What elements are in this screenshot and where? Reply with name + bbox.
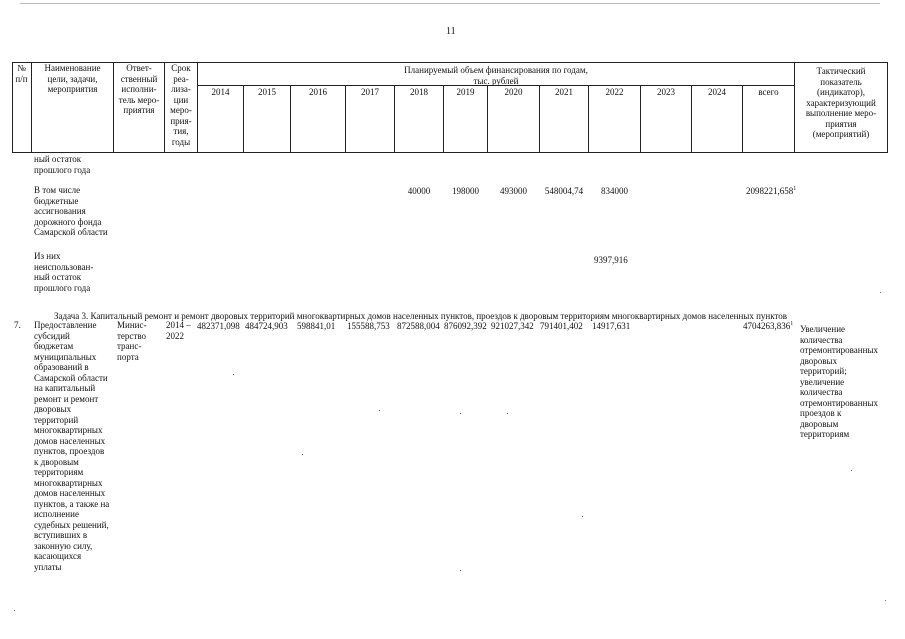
header-term: Срок реа- лиза- ции меро- прия- тия, годы — [170, 63, 192, 147]
dorfond-total: 2098221,658$^1$ — [746, 186, 797, 196]
header-name: Наименование цели, задачи, мероприятия — [44, 63, 101, 94]
header-plan-title: Планируемый объем финансирования по годам, тыс. рублей — [404, 65, 588, 86]
item7-2014: 482371,098 — [197, 321, 240, 331]
item7-2016: 598841,01 — [297, 321, 336, 331]
item7-indicator: Увеличение количества отремонтированных дворовых территорий; увеличение количества отремонтированных проездов к дворовым территориям — [800, 324, 878, 439]
item7-total: 4704263,836$^1$ — [743, 321, 794, 331]
item7-2017: 155588,753 — [347, 321, 390, 331]
dorfond-2019: 198000 — [452, 186, 479, 196]
item7-2019: 876092,392 — [444, 321, 487, 331]
year-2015: 2015 — [258, 87, 276, 97]
item7-2022: 14917,631 — [592, 321, 631, 331]
item7-responsible: Минис- терство транс- порта — [117, 320, 147, 362]
unused-label: Из них неиспользован- ный остаток прошлого года — [34, 251, 94, 293]
year-2018: 2018 — [410, 87, 428, 97]
year-2021: 2021 — [555, 87, 573, 97]
year-2014: 2014 — [211, 87, 230, 97]
header-responsible: Ответ- ственный исполни- тель меро- приятия — [118, 63, 160, 115]
year-2016: 2016 — [309, 87, 327, 97]
dorfond-label: В том числе бюджетные ассигнования дорожного фонда Самарской области — [34, 185, 108, 237]
item7-num: 7. — [14, 320, 21, 330]
carry-over-label: ный остаток прошлого года — [34, 154, 91, 175]
item7-2018: 872588,004 — [397, 321, 440, 331]
task-3-heading: Задача 3. Капитальный ремонт и ремонт дворовых территорий многоквартирных домов населенных пунктов, проездов к дворовым территориям многоквартирных домов населенных пунктов — [54, 311, 788, 321]
year-2022: 2022 — [605, 87, 624, 97]
dorfond-2021: 548004,74 — [544, 186, 584, 196]
scan-edge — [20, 3, 880, 4]
item7-term: 2014 – 2022 — [166, 320, 191, 341]
item7-2020: 921027,342 — [491, 321, 534, 331]
item7-2015: 484724,903 — [245, 321, 288, 331]
dorfond-2018: 40000 — [407, 186, 431, 196]
year-2020: 2020 — [504, 87, 523, 97]
item7-name: Предоставление субсидий бюджетам муниципальных образований в Самарской области на капитальный ремонт и ремонт дворовых территорий многоквартирных домов населенных пунктов, проездов к дворовым территориям многоквартирных домов населенных пунктов, а также на исполнение судебных решений, вступивших в законную силу, касающихся уплаты — [34, 320, 110, 572]
dorfond-2020: 493000 — [500, 186, 527, 196]
page-number: 11 — [446, 26, 456, 37]
header-indicator: Тактический показатель (индикатор), характеризующий выполнение меро- приятия (мероприятий) — [805, 66, 877, 139]
year-total: всего — [758, 87, 779, 97]
year-2019: 2019 — [456, 87, 475, 97]
unused-2022: 9397,916 — [594, 255, 628, 265]
year-2023: 2023 — [657, 87, 675, 97]
year-2017: 2017 — [361, 87, 379, 97]
header-num: № п/п — [15, 63, 28, 84]
dorfond-2022: 834000 — [601, 186, 628, 196]
item7-2021: 791401,402 — [540, 321, 583, 331]
year-2024: 2024 — [708, 87, 726, 97]
